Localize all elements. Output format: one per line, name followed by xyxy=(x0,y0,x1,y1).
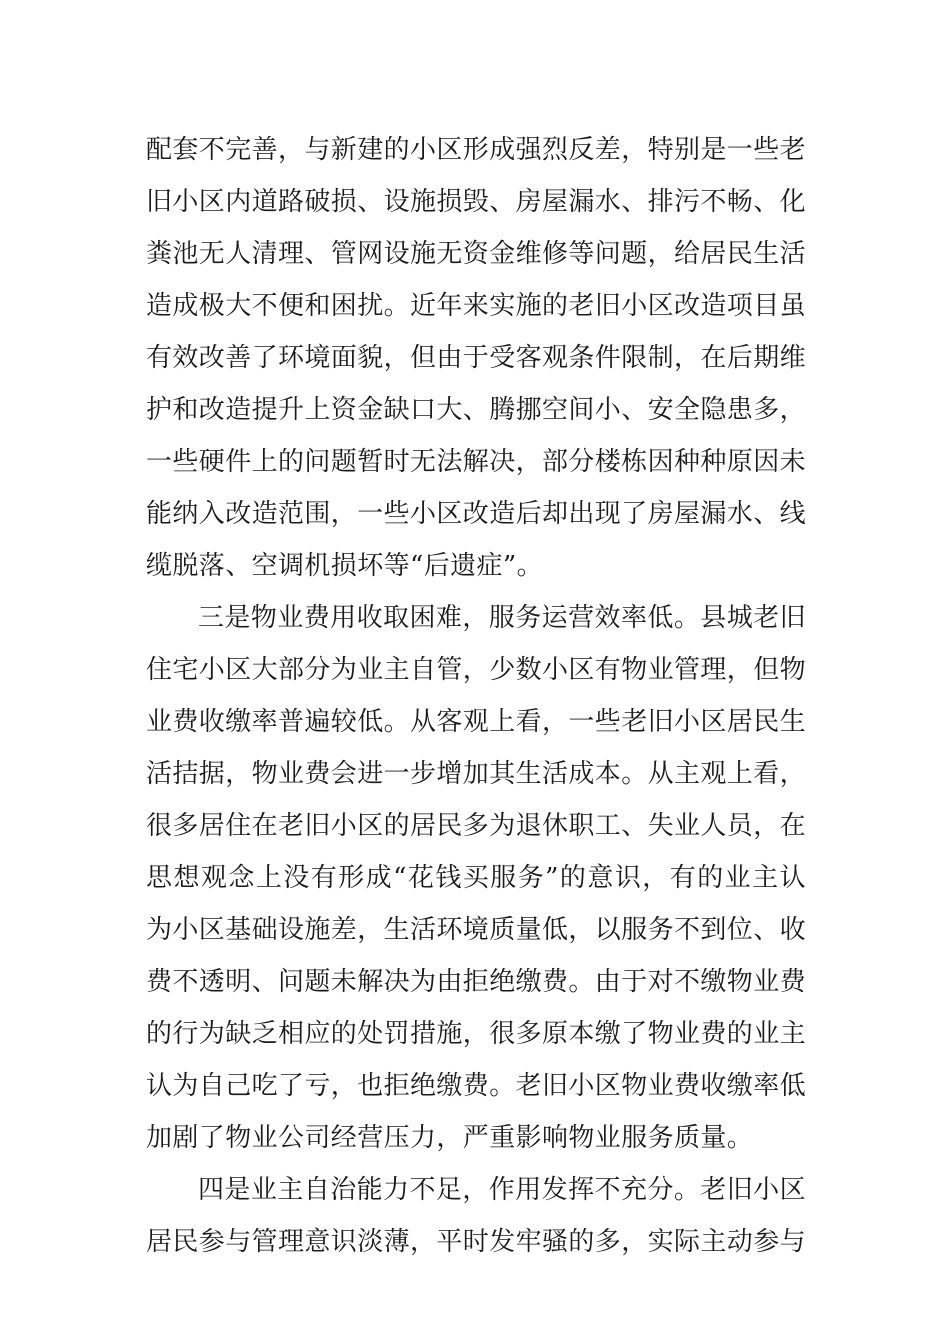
text-line: 护和改造提升上资金缺口大、腾挪空间小、安全隐患多， xyxy=(146,395,807,425)
text-line: 加剧了物业公司经营压力，严重影响物业服务质量。 xyxy=(146,1123,754,1153)
text-line: 有效改善了环境面貌，但由于受客观条件限制，在后期维 xyxy=(146,343,807,373)
text-line: 住宅小区大部分为业主自管，少数小区有物业管理，但物 xyxy=(146,655,807,685)
text-line: 的行为缺乏相应的处罚措施，很多原本缴了物业费的业主 xyxy=(146,1019,807,1049)
text-line: 能纳入改造范围，一些小区改造后却出现了房屋漏水、线 xyxy=(146,499,807,529)
text-line: 为小区基础设施差，生活环境质量低，以服务不到位、收 xyxy=(146,915,807,945)
text-line: 活拮据，物业费会进一步增加其生活成本。从主观上看， xyxy=(146,759,807,789)
text-line: 很多居住在老旧小区的居民多为退休职工、失业人员，在 xyxy=(146,811,807,841)
text-line: 居民参与管理意识淡薄，平时发牢骚的多，实际主动参与 xyxy=(146,1227,807,1257)
text-line: 业费收缴率普遍较低。从客观上看，一些老旧小区居民生 xyxy=(146,707,807,737)
text-line: 思想观念上没有形成“花钱买服务”的意识，有的业主认 xyxy=(146,863,806,893)
text-line: 旧小区内道路破损、设施损毁、房屋漏水、排污不畅、化 xyxy=(146,187,807,217)
text-line: 费不透明、问题未解决为由拒绝缴费。由于对不缴物业费 xyxy=(146,967,807,997)
paragraph-first-line: 四是业主自治能力不足，作用发挥不充分。老旧小区 xyxy=(198,1175,806,1205)
text-line: 粪池无人清理、管网设施无资金维修等问题，给居民生活 xyxy=(146,239,807,269)
paragraph-first-line: 三是物业费用收取困难，服务运营效率低。县城老旧 xyxy=(198,603,806,633)
text-line: 配套不完善，与新建的小区形成强烈反差，特别是一些老 xyxy=(146,135,807,165)
text-line: 缆脱落、空调机损坏等“后遗症”。 xyxy=(146,551,543,581)
document-body xyxy=(146,124,806,1268)
text-line: 造成极大不便和困扰。近年来实施的老旧小区改造项目虽 xyxy=(146,291,807,321)
text-line: 一些硬件上的问题暂时无法解决，部分楼栋因种种原因未 xyxy=(146,447,807,477)
text-line: 认为自己吃了亏，也拒绝缴费。老旧小区物业费收缴率低 xyxy=(146,1071,807,1101)
